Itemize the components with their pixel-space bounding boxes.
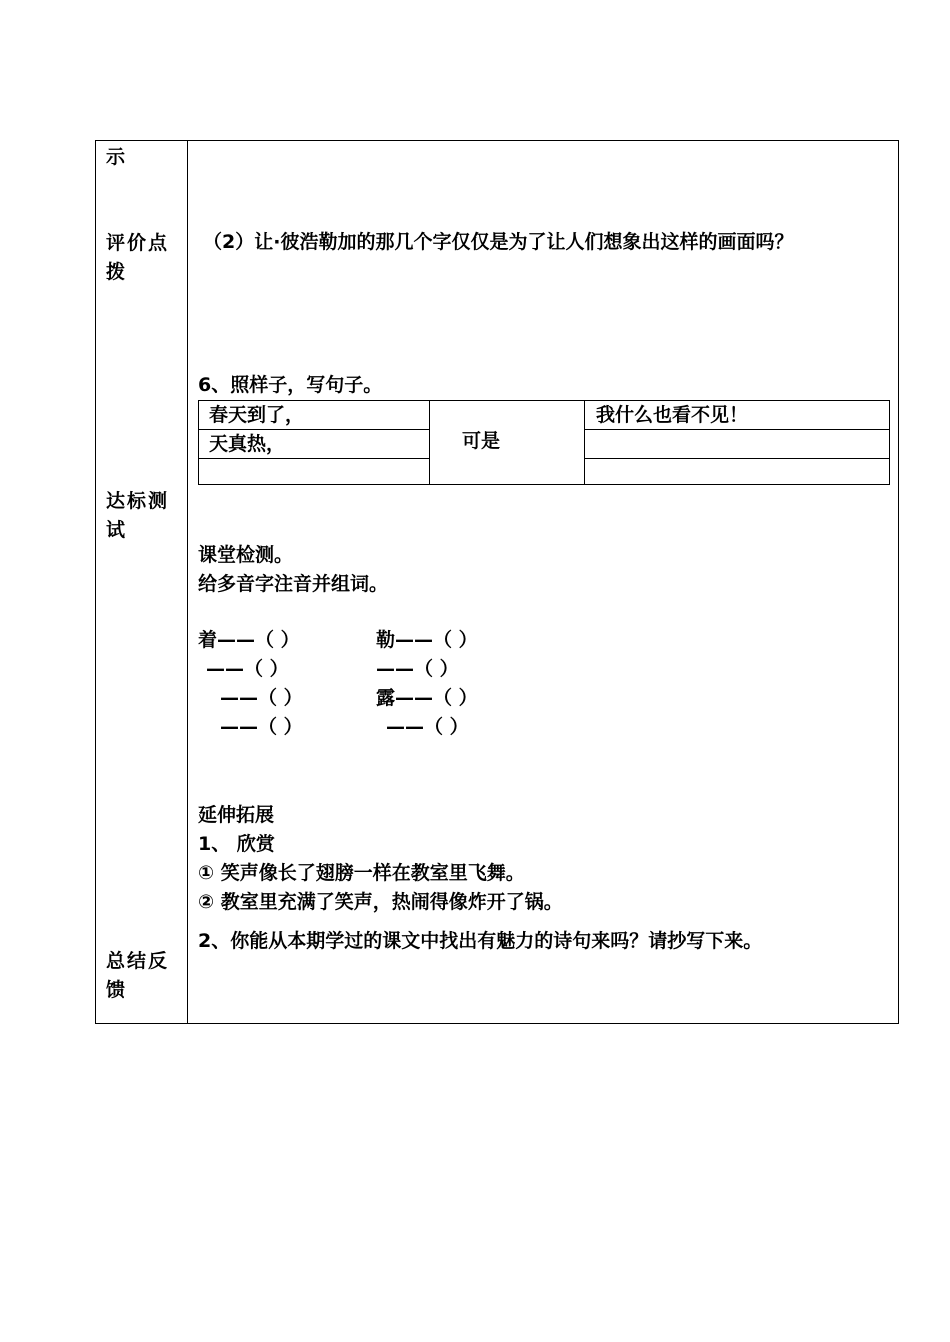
polyphone-row-1-left: 着——（ ） bbox=[198, 629, 300, 651]
classroom-title: 课堂检测。 bbox=[198, 544, 294, 566]
polyphone-row-3-left: ——（ ） bbox=[220, 687, 303, 709]
section-6-title: 6、照样子，写句子。 bbox=[198, 374, 383, 396]
sentence-pattern-table bbox=[198, 400, 890, 485]
label-summary: 总结反馈 bbox=[106, 950, 170, 1001]
polyphone-row-4-right: ——（ ） bbox=[386, 716, 469, 738]
worksheet-table bbox=[95, 140, 899, 1024]
pattern-left-1: 春天到了， bbox=[209, 404, 305, 426]
label-evaluate: 评价点拨 bbox=[106, 232, 170, 283]
extension-item-2: 2、你能从本期学过的课文中找出有魅力的诗句来吗？请抄写下来。 bbox=[198, 930, 763, 952]
polyphone-row-4-left: ——（ ） bbox=[220, 716, 303, 738]
extension-item-1: 1、 欣赏 bbox=[198, 833, 275, 855]
pattern-middle: 可是 bbox=[462, 430, 501, 452]
extension-sentence-2: ② 教室里充满了笑声，热闹得像炸开了锅。 bbox=[198, 891, 563, 913]
label-show: 示 bbox=[106, 146, 128, 168]
classroom-instruction: 给多音字注音并组词。 bbox=[198, 573, 389, 595]
label-column bbox=[96, 141, 188, 1023]
polyphone-row-2-right: ——（ ） bbox=[376, 658, 459, 680]
polyphone-row-3-right: 露——（ ） bbox=[376, 687, 478, 709]
extension-sentence-1: ① 笑声像长了翅膀一样在教室里飞舞。 bbox=[198, 862, 525, 884]
pattern-right-1: 我什么也看不见！ bbox=[596, 404, 749, 426]
extension-title: 延伸拓展 bbox=[198, 804, 275, 826]
question-2: （2）让·彼浩勒加的那几个字仅仅是为了让人们想象出这样的画面吗？ bbox=[203, 231, 794, 253]
label-test: 达标测试 bbox=[106, 490, 170, 541]
polyphone-row-1-right: 勒——（ ） bbox=[376, 629, 478, 651]
pattern-left-2: 天真热， bbox=[209, 433, 286, 455]
polyphone-row-2-left: ——（ ） bbox=[206, 658, 289, 680]
